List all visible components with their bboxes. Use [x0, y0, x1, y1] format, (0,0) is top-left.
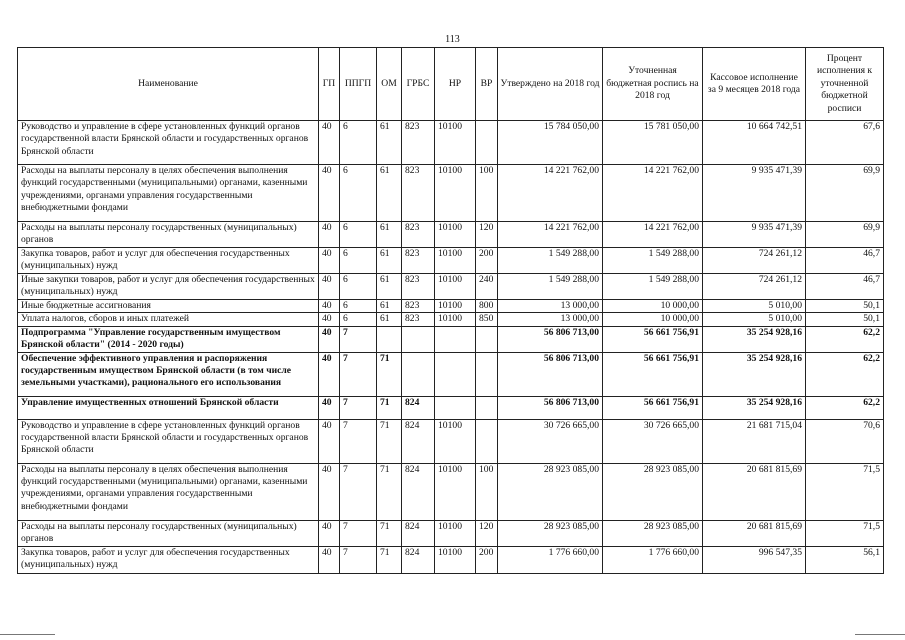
cell-cash: 5 010,00 — [703, 313, 806, 326]
cell-om: 61 — [377, 121, 402, 165]
column-header-refined: Уточненная бюджетная роспись на 2018 год — [603, 48, 703, 121]
cell-om: 71 — [377, 352, 402, 396]
cell-gp: 40 — [319, 300, 340, 313]
cell-om: 71 — [377, 463, 402, 520]
cell-grbs — [402, 352, 435, 396]
cell-name: Закупка товаров, работ и услуг для обеспечения государственных (муниципальных) нужд — [18, 248, 319, 274]
cell-approved: 56 806 713,00 — [498, 396, 603, 419]
cell-ppgp: 7 — [340, 463, 377, 520]
cell-cash: 20 681 815,69 — [703, 463, 806, 520]
cell-approved: 15 784 050,00 — [498, 121, 603, 165]
cell-percent: 62,2 — [806, 352, 884, 396]
cell-refined: 56 661 756,91 — [603, 352, 703, 396]
cell-nr: 10100 — [435, 222, 476, 248]
cell-gp: 40 — [319, 248, 340, 274]
cell-percent: 67,6 — [806, 121, 884, 165]
cell-cash: 21 681 715,04 — [703, 419, 806, 463]
cell-cash: 9 935 471,39 — [703, 165, 806, 222]
cell-gp: 40 — [319, 520, 340, 546]
cell-nr: 10100 — [435, 520, 476, 546]
cell-ppgp: 6 — [340, 165, 377, 222]
cell-cash: 35 254 928,16 — [703, 326, 806, 352]
cell-refined: 56 661 756,91 — [603, 326, 703, 352]
cell-gp: 40 — [319, 546, 340, 573]
cell-cash: 724 261,12 — [703, 274, 806, 300]
cell-om: 61 — [377, 313, 402, 326]
cell-cash: 20 681 815,69 — [703, 520, 806, 546]
cell-percent: 71,5 — [806, 520, 884, 546]
cell-grbs: 823 — [402, 121, 435, 165]
column-header-nr: НР — [435, 48, 476, 121]
cell-cash: 724 261,12 — [703, 248, 806, 274]
cell-ppgp: 7 — [340, 546, 377, 573]
cell-refined: 1 776 660,00 — [603, 546, 703, 573]
cell-om: 61 — [377, 248, 402, 274]
table-row — [18, 248, 884, 274]
cell-percent: 69,9 — [806, 165, 884, 222]
cell-om: 71 — [377, 520, 402, 546]
cell-ppgp: 7 — [340, 326, 377, 352]
cell-approved: 28 923 085,00 — [498, 520, 603, 546]
cell-percent: 62,2 — [806, 396, 884, 419]
cell-percent: 46,7 — [806, 248, 884, 274]
cell-ppgp: 6 — [340, 313, 377, 326]
cell-grbs: 823 — [402, 300, 435, 313]
cell-cash: 10 664 742,51 — [703, 121, 806, 165]
cell-grbs: 823 — [402, 274, 435, 300]
cell-cash: 35 254 928,16 — [703, 352, 806, 396]
cell-vr: 240 — [476, 274, 498, 300]
cell-approved: 1 776 660,00 — [498, 546, 603, 573]
cell-om — [377, 326, 402, 352]
cell-vr — [476, 396, 498, 419]
cell-gp: 40 — [319, 222, 340, 248]
cell-vr: 100 — [476, 463, 498, 520]
cell-percent: 69,9 — [806, 222, 884, 248]
column-header-om: ОМ — [377, 48, 402, 121]
table-row — [18, 121, 884, 165]
cell-refined: 30 726 665,00 — [603, 419, 703, 463]
column-header-name: Наименование — [18, 48, 319, 121]
cell-ppgp: 7 — [340, 520, 377, 546]
cell-nr — [435, 396, 476, 419]
cell-vr — [476, 419, 498, 463]
cell-grbs: 823 — [402, 248, 435, 274]
cell-gp: 40 — [319, 121, 340, 165]
table-row — [18, 396, 884, 419]
cell-grbs — [402, 326, 435, 352]
cell-gp: 40 — [319, 313, 340, 326]
cell-approved: 28 923 085,00 — [498, 463, 603, 520]
cell-percent: 56,1 — [806, 546, 884, 573]
cell-vr: 120 — [476, 520, 498, 546]
cell-refined: 10 000,00 — [603, 300, 703, 313]
cell-grbs: 824 — [402, 419, 435, 463]
cell-gp: 40 — [319, 165, 340, 222]
cell-name: Иные закупки товаров, работ и услуг для обеспечения государственных (муниципальных) нужд — [18, 274, 319, 300]
cell-gp: 40 — [319, 274, 340, 300]
cell-name: Расходы на выплаты персоналу в целях обеспечения выполнения функций государственными (муниципальными) органами, казенными учреждениями, органами управления государственными внебюджетными фондами — [18, 463, 319, 520]
cell-vr: 850 — [476, 313, 498, 326]
cell-ppgp: 7 — [340, 396, 377, 419]
cell-name: Расходы на выплаты персоналу государственных (муниципальных) органов — [18, 520, 319, 546]
cell-grbs: 824 — [402, 463, 435, 520]
cell-vr: 200 — [476, 248, 498, 274]
table-row — [18, 300, 884, 313]
cell-refined: 1 549 288,00 — [603, 248, 703, 274]
cell-ppgp: 6 — [340, 121, 377, 165]
table-row — [18, 326, 884, 352]
cell-nr: 10100 — [435, 313, 476, 326]
cell-refined: 15 781 050,00 — [603, 121, 703, 165]
column-header-approved: Утверждено на 2018 год — [498, 48, 603, 121]
cell-name: Управление имущественных отношений Брянской области — [18, 396, 319, 419]
column-header-percent: Процент исполнения к уточненной бюджетной росписи — [806, 48, 884, 121]
cell-nr: 10100 — [435, 463, 476, 520]
cell-name: Уплата налогов, сборов и иных платежей — [18, 313, 319, 326]
cell-vr: 200 — [476, 546, 498, 573]
cell-grbs: 824 — [402, 520, 435, 546]
table-row — [18, 165, 884, 222]
cell-approved: 13 000,00 — [498, 313, 603, 326]
cell-approved: 1 549 288,00 — [498, 248, 603, 274]
cell-percent: 70,6 — [806, 419, 884, 463]
cell-grbs: 824 — [402, 546, 435, 573]
cell-nr: 10100 — [435, 419, 476, 463]
cell-name: Расходы на выплаты персоналу в целях обеспечения выполнения функций государственными (муниципальными) органами, казенными учреждениями, органами управления государственными внебюджетными фондами — [18, 165, 319, 222]
cell-cash: 9 935 471,39 — [703, 222, 806, 248]
cell-percent: 50,1 — [806, 313, 884, 326]
cell-nr: 10100 — [435, 248, 476, 274]
cell-refined: 14 221 762,00 — [603, 222, 703, 248]
cell-name: Обеспечение эффективного управления и распоряжения государственным имуществом Брянской области (в том числе земельными участками), рационального его использования — [18, 352, 319, 396]
cell-grbs: 823 — [402, 313, 435, 326]
cell-vr — [476, 352, 498, 396]
table-row — [18, 463, 884, 520]
cell-nr — [435, 326, 476, 352]
cell-refined: 28 923 085,00 — [603, 463, 703, 520]
cell-name: Иные бюджетные ассигнования — [18, 300, 319, 313]
cell-nr: 10100 — [435, 121, 476, 165]
cell-ppgp: 6 — [340, 300, 377, 313]
cell-cash: 996 547,35 — [703, 546, 806, 573]
cell-name: Руководство и управление в сфере установленных функций органов государственной власти Брянской области и государственных органов Брянской области — [18, 419, 319, 463]
cell-om: 61 — [377, 274, 402, 300]
cell-om: 61 — [377, 300, 402, 313]
column-header-ppgp: ППГП — [340, 48, 377, 121]
cell-om: 71 — [377, 419, 402, 463]
cell-gp: 40 — [319, 396, 340, 419]
cell-name: Расходы на выплаты персоналу государственных (муниципальных) органов — [18, 222, 319, 248]
table-header-row — [18, 48, 884, 121]
cell-percent: 46,7 — [806, 274, 884, 300]
page-number: 113 — [445, 34, 460, 45]
cell-approved: 14 221 762,00 — [498, 222, 603, 248]
cell-vr: 800 — [476, 300, 498, 313]
cell-vr — [476, 121, 498, 165]
table-row — [18, 546, 884, 573]
column-header-grbs: ГРБС — [402, 48, 435, 121]
table-body — [18, 121, 884, 574]
cell-nr — [435, 352, 476, 396]
cell-approved: 56 806 713,00 — [498, 352, 603, 396]
cell-gp: 40 — [319, 419, 340, 463]
cell-vr: 120 — [476, 222, 498, 248]
cell-vr — [476, 326, 498, 352]
column-header-vr: ВР — [476, 48, 498, 121]
bottom-rule-left — [0, 634, 55, 635]
cell-refined: 14 221 762,00 — [603, 165, 703, 222]
cell-percent: 62,2 — [806, 326, 884, 352]
cell-om: 71 — [377, 396, 402, 419]
cell-om: 61 — [377, 165, 402, 222]
cell-approved: 30 726 665,00 — [498, 419, 603, 463]
table-row — [18, 222, 884, 248]
cell-cash: 35 254 928,16 — [703, 396, 806, 419]
cell-percent: 71,5 — [806, 463, 884, 520]
cell-gp: 40 — [319, 352, 340, 396]
cell-refined: 1 549 288,00 — [603, 274, 703, 300]
cell-gp: 40 — [319, 463, 340, 520]
table-row — [18, 274, 884, 300]
table-row — [18, 419, 884, 463]
cell-ppgp: 6 — [340, 248, 377, 274]
cell-ppgp: 7 — [340, 419, 377, 463]
cell-percent: 50,1 — [806, 300, 884, 313]
cell-vr: 100 — [476, 165, 498, 222]
table-row — [18, 313, 884, 326]
cell-grbs: 823 — [402, 222, 435, 248]
cell-gp: 40 — [319, 326, 340, 352]
cell-nr: 10100 — [435, 546, 476, 573]
bottom-rule-right — [855, 634, 905, 635]
cell-cash: 5 010,00 — [703, 300, 806, 313]
cell-name: Руководство и управление в сфере установленных функций органов государственной власти Брянской области и государственных органов Брянской области — [18, 121, 319, 165]
column-header-gp: ГП — [319, 48, 340, 121]
cell-refined: 56 661 756,91 — [603, 396, 703, 419]
cell-approved: 56 806 713,00 — [498, 326, 603, 352]
cell-ppgp: 6 — [340, 222, 377, 248]
cell-approved: 13 000,00 — [498, 300, 603, 313]
cell-om: 61 — [377, 222, 402, 248]
cell-refined: 10 000,00 — [603, 313, 703, 326]
cell-approved: 1 549 288,00 — [498, 274, 603, 300]
cell-grbs: 824 — [402, 396, 435, 419]
table-row — [18, 520, 884, 546]
cell-ppgp: 6 — [340, 274, 377, 300]
budget-table — [17, 47, 884, 574]
cell-name: Подпрограмма "Управление государственным имуществом Брянской области" (2014 - 2020 годы) — [18, 326, 319, 352]
cell-grbs: 823 — [402, 165, 435, 222]
cell-name: Закупка товаров, работ и услуг для обеспечения государственных (муниципальных) нужд — [18, 546, 319, 573]
table-row — [18, 352, 884, 396]
cell-ppgp: 7 — [340, 352, 377, 396]
column-header-cash: Кассовое исполнение за 9 месяцев 2018 года — [703, 48, 806, 121]
cell-refined: 28 923 085,00 — [603, 520, 703, 546]
cell-nr: 10100 — [435, 165, 476, 222]
cell-om: 71 — [377, 546, 402, 573]
cell-approved: 14 221 762,00 — [498, 165, 603, 222]
cell-nr: 10100 — [435, 274, 476, 300]
cell-nr: 10100 — [435, 300, 476, 313]
